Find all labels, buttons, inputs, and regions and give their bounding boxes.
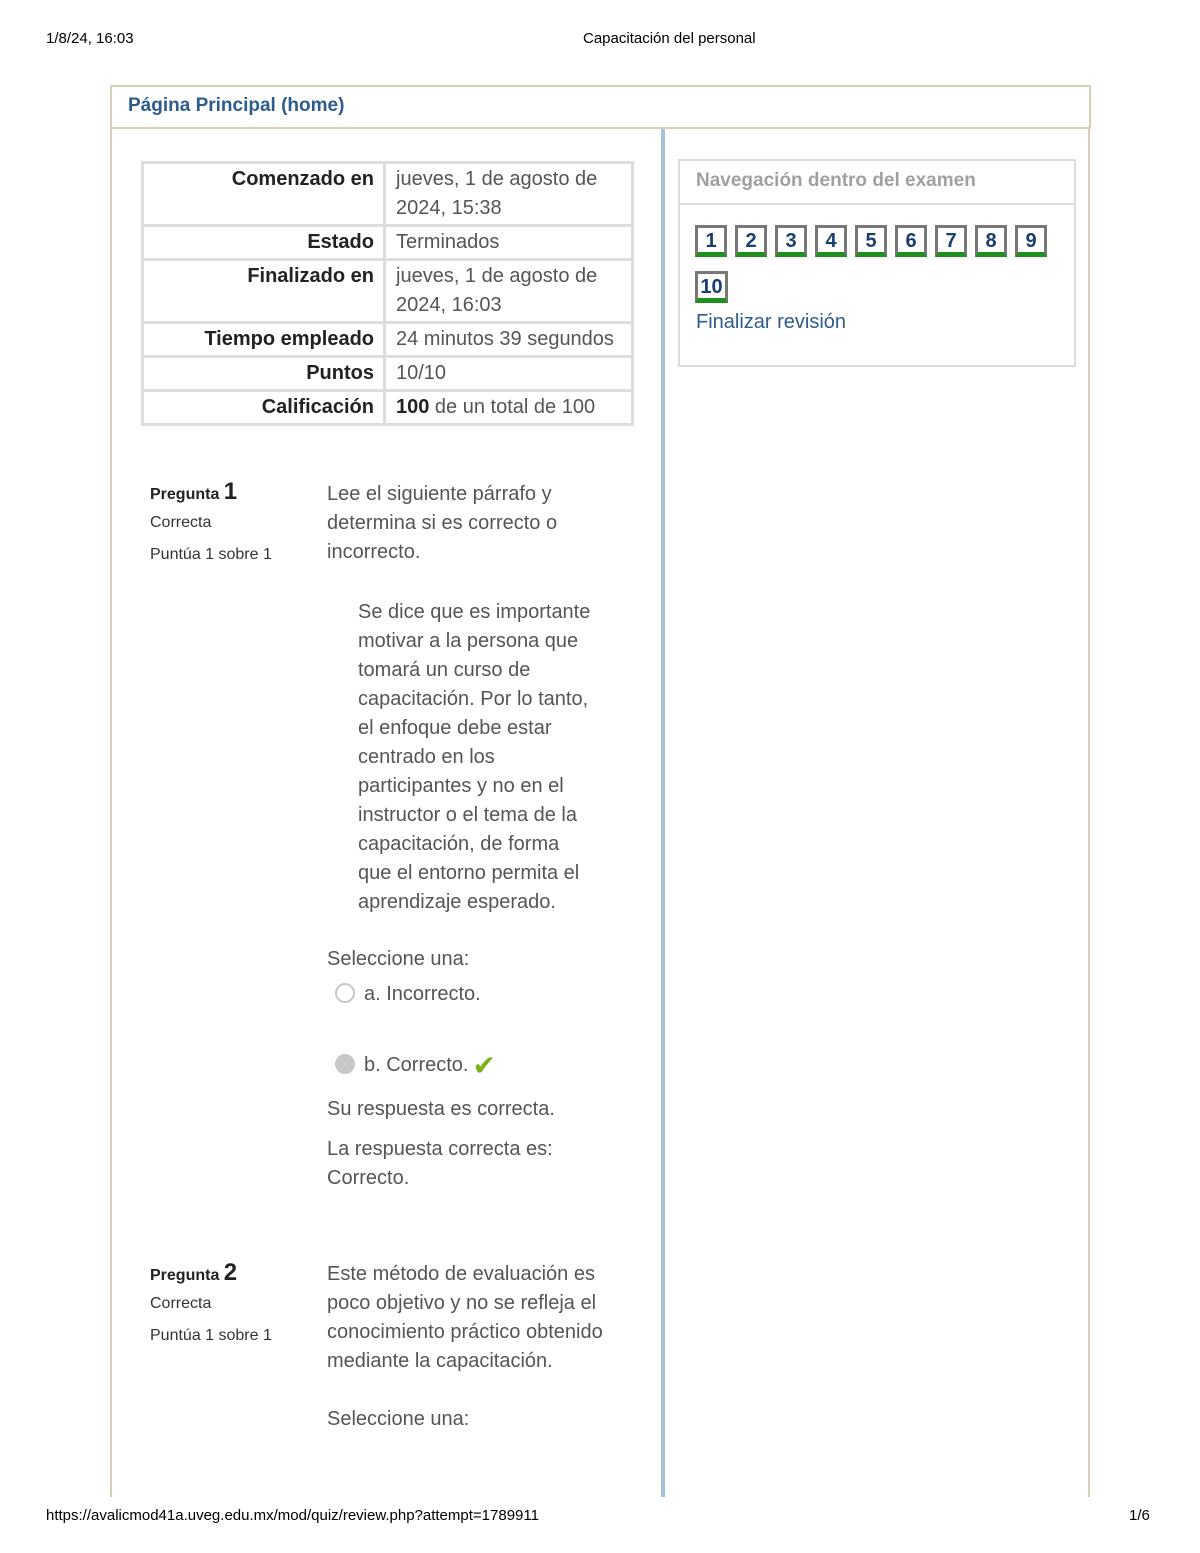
summary-row-state: [143, 226, 633, 260]
summary-value: jueves, 1 de agosto de 2024, 15:38: [385, 163, 633, 226]
breadcrumb: [110, 85, 1091, 129]
summary-value: Terminados: [385, 226, 633, 260]
summary-label: Calificación: [143, 391, 385, 425]
nav-question-8[interactable]: 8: [975, 225, 1007, 257]
summary-value: [385, 391, 633, 425]
grade-total: de un total de 100: [429, 396, 596, 418]
question-grade: Puntúa 1 sobre 1: [150, 546, 272, 563]
print-datetime: 1/8/24, 16:03: [46, 30, 134, 47]
nav-question-1[interactable]: 1: [695, 225, 727, 257]
nav-question-6[interactable]: 6: [895, 225, 927, 257]
radio-button-selected[interactable]: [335, 1054, 355, 1074]
finish-review-link[interactable]: Finalizar revisión: [696, 311, 847, 333]
question-info-2: [150, 1259, 300, 1345]
summary-row-marks: [143, 357, 633, 391]
nav-question-10[interactable]: 10: [695, 271, 728, 303]
feedback-text: Su respuesta es correcta.: [327, 1098, 555, 1120]
nav-question-2[interactable]: 2: [735, 225, 767, 257]
summary-value: 10/10: [385, 357, 633, 391]
home-link[interactable]: Página Principal (home): [128, 95, 345, 116]
check-icon: ✔: [472, 1050, 496, 1082]
radio-button[interactable]: [335, 983, 355, 1003]
select-one-label: Seleccione una:: [327, 1408, 470, 1430]
summary-label: Comenzado en: [143, 163, 385, 226]
quiz-navigation-block: [678, 159, 1076, 367]
question-grade: Puntúa 1 sobre 1: [150, 1327, 272, 1344]
question-number-value: 2: [223, 1259, 238, 1286]
answer-option-a[interactable]: [335, 980, 1200, 1009]
attempt-summary-table: [141, 161, 634, 426]
quiz-navigation-title: Navegación dentro del examen: [696, 170, 976, 191]
nav-question-4[interactable]: 4: [815, 225, 847, 257]
print-page-title: Capacitación del personal: [583, 30, 756, 47]
summary-row-started: [143, 163, 633, 226]
nav-question-3[interactable]: 3: [775, 225, 807, 257]
summary-value: jueves, 1 de agosto de 2024, 16:03: [385, 260, 633, 323]
question-prompt: Este método de evaluación es poco objetivo y no se refleja el conocimiento práctico obtenido mediante la capacitación.: [327, 1263, 603, 1372]
summary-label: Tiempo empleado: [143, 323, 385, 357]
question-passage: Se dice que es importante motivar a la persona que tomará un curso de capacitación. Por lo tanto, el enfoque debe estar centrado en los participantes y no en el instructor o el tema de la capacitación, de forma que el entorno permita el aprendizaje esperado.: [358, 601, 591, 913]
column-divider: [661, 129, 665, 1497]
summary-row-grade: [143, 391, 633, 425]
question-state: Correcta: [150, 514, 212, 531]
question-state: Correcta: [150, 1295, 212, 1312]
summary-label: Finalizado en: [143, 260, 385, 323]
print-page-number: 1/6: [1129, 1507, 1150, 1524]
answer-option-b[interactable]: [335, 1051, 1200, 1080]
nav-question-7[interactable]: 7: [935, 225, 967, 257]
question-info-1: [150, 478, 300, 564]
option-label: b. Correcto.: [364, 1054, 469, 1076]
quiz-navigation-header: [680, 161, 1074, 205]
question-number: [150, 1259, 300, 1287]
summary-row-time-taken: [143, 323, 633, 357]
print-url: https://avalicmod41a.uveg.edu.mx/mod/quiz/review.php?attempt=1789911: [46, 1507, 539, 1524]
nav-question-9[interactable]: 9: [1015, 225, 1047, 257]
question-label: Pregunta: [150, 486, 220, 503]
question-label: Pregunta: [150, 1267, 220, 1284]
summary-row-finished: [143, 260, 633, 323]
select-one-label: Seleccione una:: [327, 948, 470, 970]
question-prompt: Lee el siguiente párrafo y determina si es correcto o incorrecto.: [327, 483, 558, 563]
question-number-value: 1: [223, 478, 238, 505]
nav-question-5[interactable]: 5: [855, 225, 887, 257]
option-label: a. Incorrecto.: [364, 983, 481, 1005]
summary-label: Estado: [143, 226, 385, 260]
right-answer-text: La respuesta correcta es: Correcto.: [327, 1138, 553, 1189]
summary-label: Puntos: [143, 357, 385, 391]
summary-value: 24 minutos 39 segundos: [385, 323, 633, 357]
grade-score: 100: [396, 396, 430, 418]
question-number: [150, 478, 300, 506]
